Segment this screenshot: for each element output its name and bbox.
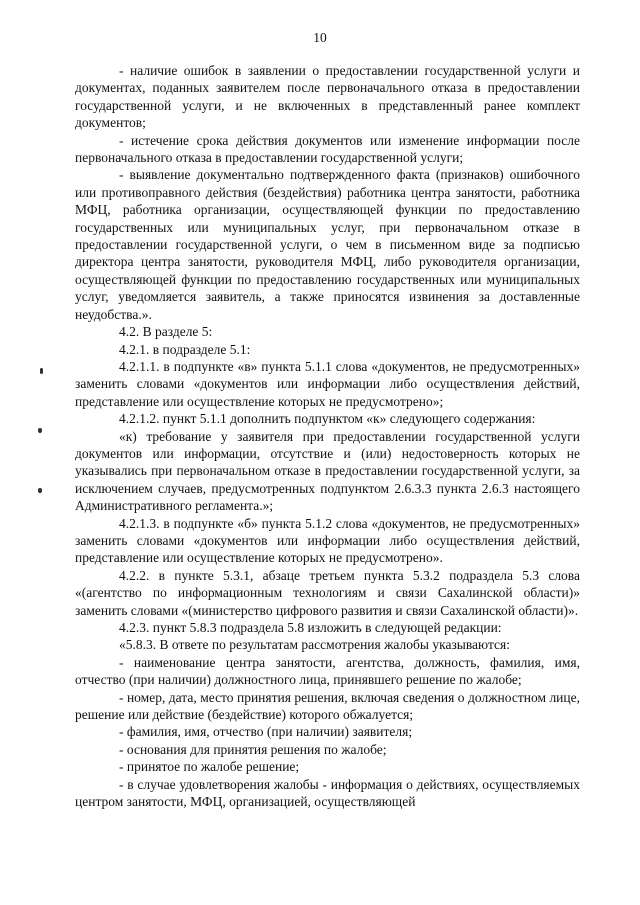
paragraph: 4.2.1.1. в подпункте «в» пункта 5.1.1 слова «документов, не предусмотренных» заменить словами «документов или информации либо осуществления действий, представление или осуществление которых не предусмотрено»; [75, 358, 580, 409]
margin-mark [38, 488, 42, 493]
margin-mark [40, 368, 43, 374]
paragraph: - основания для принятия решения по жалобе; [119, 741, 387, 757]
page-number: 10 [313, 30, 327, 45]
paragraph: - наименование центра занятости, агентства, должность, фамилия, имя, отчество (при наличии) должностного лица, принявшего решение по жалобе; [75, 654, 580, 688]
paragraph: - в случае удовлетворения жалобы - информация о действиях, осуществляемых центром занятости, МФЦ, организацией, осуществляющей [75, 776, 580, 810]
paragraph: 4.2.3. пункт 5.8.3 подраздела 5.8 изложить в следующей редакции: [119, 620, 502, 635]
paragraph: 4.2. В разделе 5: [119, 324, 213, 340]
paragraph: 4.2.1. в подразделе 5.1: [119, 341, 251, 357]
paragraph: 4.2.1.3. в подпункте «б» пункта 5.1.2 слова «документов, не предусмотренных» заменить словами «документов или информации либо осуществления действий, представление или осуществление которых не предусмотрено». [75, 515, 580, 566]
paragraph: 4.2.2. в пункте 5.3.1, абзаце третьем пункта 5.3.2 подраздела 5.3 слова «(агентство по информационным технологиям и связи Сахалинской области)» заменить словами «(министерство цифрового развития и связи Сахалинской области)». [75, 567, 580, 618]
paragraph: - истечение срока действия документов или изменение информации после первоначального отказа в предоставлении государственной услуги; [75, 132, 580, 166]
margin-mark [38, 428, 42, 433]
paragraph: - выявление документально подтвержденного факта (признаков) ошибочного или противоправного действия (бездействия) работника центра занятости, работника МФЦ, работника организации, осуществляющей функции по предоставлению государственных или муниципальных услуг, при первоначальном отказе в предоставлении государственной услуги, о чем в письменном виде за подписью директора центра занятости, руководителя МФЦ, либо руководителя организации, осуществляющей функции по предоставлению государственных или муниципальных услуг, уведомляется заявитель, а также приносятся извинения за доставленные неудобства.». [75, 167, 580, 322]
paragraph: - наличие ошибок в заявлении о предоставлении государственной услуги и документах, поданных заявителем после первоначального отказа в предоставлении государственной услуги, и не включенных в представленный ранее комплект документов; [75, 63, 580, 131]
document-body [75, 62, 580, 810]
paragraph: - фамилия, имя, отчество (при наличии) заявителя; [119, 724, 413, 740]
paragraph: 4.2.1.2. пункт 5.1.1 дополнить подпунктом «к» следующего содержания: [119, 411, 536, 427]
paragraph: «к) требование у заявителя при предоставлении государственной услуги документов или информации, отсутствие и (или) недостоверность которых не указывались при первоначальном отказе в предоставлении государственной услуги, за исключением случаев, предусмотренных подпунктом 2.6.3.3 пункта 2.6.3 настоящего Административного регламента.»; [75, 428, 580, 514]
paragraph: - номер, дата, место принятия решения, включая сведения о должностном лице, решение или действие (бездействие) которого обжалуется; [75, 689, 580, 723]
paragraph: «5.8.3. В ответе по результатам рассмотрения жалобы указываются: [119, 637, 510, 653]
paragraph: - принятое по жалобе решение; [119, 759, 300, 775]
